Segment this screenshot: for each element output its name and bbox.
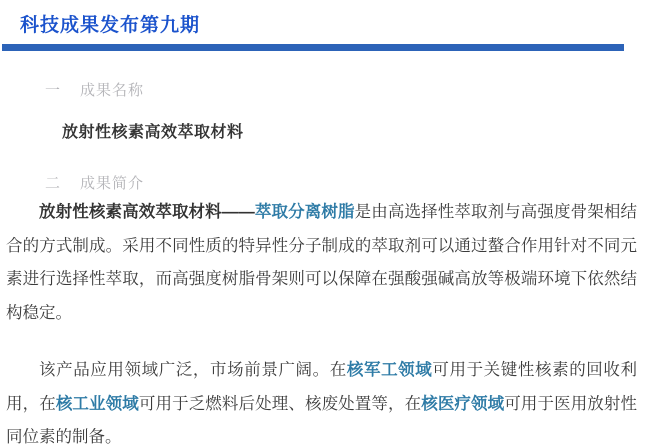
section-number: 一 (45, 82, 62, 99)
intro-body (6, 196, 637, 447)
field-highlight-industry: 核工业领域 (55, 394, 139, 413)
product-name-lead: 放射性核素高效萃取材料—— (39, 203, 255, 221)
section-label: 成果简介 (80, 175, 145, 192)
intro-paragraph-1 (6, 196, 637, 330)
section-heading-intro (45, 172, 645, 193)
paragraph-text: 可用于乏燃料后处理、核废处置等，在 (138, 394, 422, 413)
achievement-name: 放射性核素高效萃取材料 (62, 124, 244, 141)
section-label: 成果名称 (80, 82, 145, 99)
section-number: 二 (45, 175, 62, 192)
section-heading-name (45, 79, 645, 100)
paragraph-text: 该产品应用领域广泛，市场前景广阔。在 (39, 361, 347, 379)
term-highlight: 萃取分离树脂 (254, 203, 355, 221)
field-highlight-military: 核军工领域 (346, 361, 433, 379)
paragraph-text: 可用于关键性核素的回收利用，在 (6, 361, 638, 413)
title-underline-bar (2, 44, 624, 51)
field-highlight-medical: 核医疗领域 (421, 394, 505, 413)
intro-paragraph-2 (6, 354, 637, 447)
document-title: 科技成果发布第九期 (20, 15, 201, 36)
paragraph-text: 可用于医用放射性同位素的制备。 (6, 394, 638, 446)
paragraph-text: 是由高选择性萃取剂与高强度骨架相结合的方式制成。采用不同性质的特异性分子制成的萃取剂可以通过螯合作用针对不同元素进行选择性萃取，而高强度树脂骨架则可以保障在强酸强碱高放等极端环境下依然结构稳定。 (6, 203, 638, 322)
